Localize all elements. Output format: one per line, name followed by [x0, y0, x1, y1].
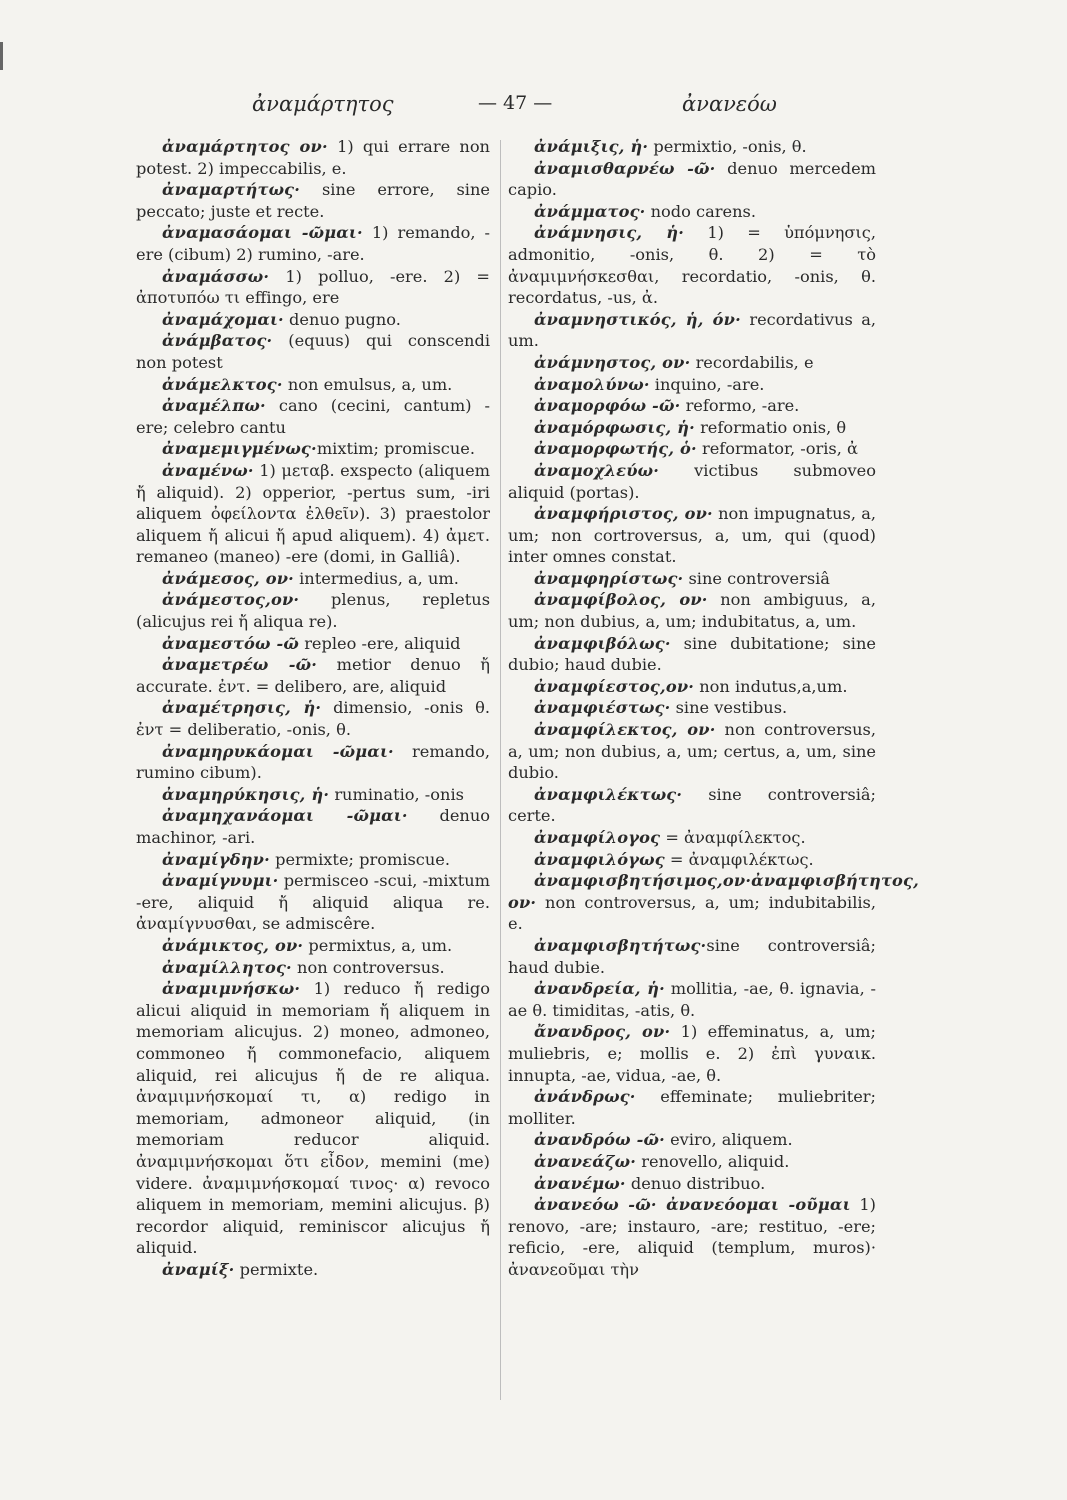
entry-definition: dimensio, -onis θ. ἐντ = deliberatio, -onis, θ. [136, 698, 490, 740]
entry-headword: ἀναμίγνυμι· [162, 871, 279, 891]
entry-definition: = ἀναμφίλεκτος. [660, 828, 806, 847]
entry-headword: ἀναμάρτητος ον· [162, 137, 328, 156]
dictionary-entry [136, 136, 490, 179]
right-column [508, 136, 919, 1280]
dictionary-entry [136, 978, 490, 1259]
dictionary-entry [508, 1194, 876, 1280]
dictionary-entry [508, 827, 876, 849]
dictionary-entry [136, 784, 490, 806]
entry-headword: ἀναμόρφωσις, ἡ· [534, 417, 695, 437]
dictionary-entry [136, 309, 490, 331]
entry-headword: ἀνάμεσος, ον· [162, 568, 294, 588]
entry-definition: 1) reduco ἤ redigo alicui aliquid in memoriam ἤ aliquem in memoriam alicujus. 2) moneo, admoneo, commoneo ἤ commonefacio, aliquem aliquid, rei alicujus ἤ de re aliqua. ἀναμιμνήσκομαί τι, α) redigo in memoriam, admoneor aliquid, (in memoriam reducor aliquid. ἀναμιμνήσκομαι ὅτι εἶδον, memini (me) videre. ἀναμιμνήσκομαί τινος· α) revoco aliquem in memoriam, memini alicujus. β) recordor aliquid, reminiscor alicujus ἤ aliquid. [136, 979, 490, 1258]
entry-headword: ἀναμασάομαι -ῶμαι· [162, 223, 363, 243]
entry-definition: remando, rumino cibum). [136, 741, 490, 783]
dictionary-entry [508, 784, 876, 827]
entry-headword: ἀναμέτρησις, ἡ· [162, 698, 322, 718]
entry-headword: ἀναμφίβολος, ον· [534, 590, 708, 610]
dictionary-entry [508, 417, 876, 439]
entry-definition: nodo carens. [645, 201, 756, 221]
entry-definition: 1) effeminatus, a, um; muliebris, e; mollis e. 2) ἐπὶ γυναικ. innupta, -ae, vidua, -ae, θ. [508, 1022, 876, 1085]
dictionary-entry [136, 870, 490, 935]
dictionary-entry [136, 460, 490, 568]
dictionary-entry [508, 849, 876, 871]
entry-definition: recordabilis, e [690, 352, 814, 372]
entry-headword: ἀναμοχλεύω· [534, 460, 660, 480]
entry-headword: ἀναμίξ· [162, 1259, 235, 1279]
left-column [136, 136, 490, 1280]
dictionary-entry [508, 1129, 876, 1151]
entry-definition: sine dubitatione; sine dubio; haud dubie. [508, 633, 876, 675]
entry-headword: ἀνανδρόω -ῶ· [534, 1130, 665, 1150]
dictionary-entry [508, 633, 876, 676]
entry-definition: non emulsus, a, um. [282, 374, 453, 394]
dictionary-entry [508, 352, 876, 374]
entry-headword: ἀνάμικτος, ον· [162, 935, 304, 955]
header-left-guideword: ἀναμάρτητος [252, 92, 394, 116]
dictionary-entry [136, 741, 490, 784]
header-right-guideword: ἀνανεόω [682, 92, 777, 116]
entry-definition: 1) = ὑπόμνησις, admonitio, -onis, θ. 2) = τὸ ἀναμιμνήσκεσθαι, recordatio, -onis, θ. recordatus, -us, ἀ. [508, 223, 876, 308]
dictionary-entry [508, 460, 876, 503]
entry-definition: 1) renovo, -are; instauro, -are; restituo, -ere; reficio, -ere, aliquid (templum, muros)· ἀνανεοῦμαι τὴν [508, 1195, 876, 1279]
dictionary-entry [508, 136, 876, 158]
entry-headword: ἀναμετρέω -ῶ· [162, 655, 318, 675]
entry-definition: permixte; promiscue. [269, 849, 451, 869]
entry-definition: denuo pugno. [283, 309, 401, 329]
entry-headword: ἀνανεάζω· [534, 1151, 637, 1171]
entry-headword: ἀναμέλπω· [162, 396, 266, 416]
entry-headword: ἄνανδρος, ον· [534, 1022, 671, 1042]
entry-headword: ἀναμφιβόλως· [534, 633, 671, 653]
dictionary-entry [136, 805, 490, 848]
entry-definition: non controversus, a, um; non dubius, a, um; certus, a, um, sine dubio. [508, 720, 876, 783]
entry-headword: ἀναμεστόω -ῶ [162, 633, 300, 653]
entry-headword: ἀναμισθαρνέω -ῶ· [534, 158, 716, 178]
entry-headword: ἀναμορφωτής, ὁ· [534, 439, 697, 459]
entry-headword: ἀναμίλλητος· [162, 957, 292, 977]
entry-definition: non controversus, a, um; indubitabilis, e. [508, 892, 876, 934]
entry-headword: ἀνάμματος· [534, 201, 646, 221]
dictionary-entry [136, 438, 490, 460]
entry-definition: non impugnatus, a, um; non cortroversus, a, um, qui (quod) inter omnes constat. [508, 504, 876, 567]
entry-headword: ἀνάνδρως· [534, 1087, 636, 1107]
dictionary-entry [136, 330, 490, 373]
dictionary-entry [508, 719, 876, 784]
dictionary-entry [508, 589, 876, 632]
entry-definition: 1) μεταβ. exspecto (aliquem ἤ aliquid). 2) opperior, -pertus sum, -iri aliquem ὀφείλοντα ἐλθεῖν). 3) praestolor aliquem ἤ alicui ἤ apud aliquem). 4) ἀμετ. remaneo (maneo) -ere (domi, in Galliâ). [136, 460, 490, 567]
dictionary-entry [508, 978, 876, 1021]
entry-headword: ἀνάμελκτος· [162, 374, 283, 394]
entry-definition: mixtim; promiscue. [316, 439, 476, 459]
entry-definition: recordativus a, um. [508, 309, 877, 351]
entry-definition: eviro, aliquem. [664, 1130, 793, 1150]
entry-headword: ἀναμφισβητήσιμος,ον·ἀναμφισβήτητος, ον· [508, 871, 919, 912]
entry-headword: ἀναμιμνήσκω· [162, 979, 301, 999]
entry-definition: (equus) qui conscendi non potest [136, 331, 490, 372]
entry-headword: ἀναμφήριστος, ον· [534, 504, 713, 524]
entry-headword: ἀναμίγδην· [162, 849, 270, 869]
page-edge-mark [0, 42, 3, 70]
entry-headword: ἀνάμνηστος, ον· [534, 352, 691, 372]
entry-definition: sine errore, sine peccato; juste et recte. [136, 180, 490, 221]
entry-definition: denuo distribuo. [625, 1173, 766, 1193]
entry-definition: denuo machinor, -ari. [136, 806, 490, 847]
dictionary-entry [136, 849, 490, 871]
dictionary-entry [136, 654, 490, 697]
dictionary-entry [508, 1173, 876, 1195]
entry-definition: non indutus,a,um. [694, 676, 848, 696]
entry-headword: ἀναμφισβητήτως· [534, 935, 707, 955]
entry-definition: effeminate; muliebriter; molliter. [508, 1087, 876, 1128]
entry-headword: ἀνανεόω -ῶ· ἀνανεόομαι -οῦμαι [534, 1195, 851, 1215]
dictionary-entry [136, 589, 490, 632]
dictionary-entry [136, 935, 490, 957]
entry-definition: 1) remando, -ere (cibum) 2) rumino, -are. [136, 223, 490, 264]
dictionary-entry [136, 395, 490, 438]
entry-headword: ἀναμηρύκησις, ἡ· [162, 784, 330, 804]
entry-definition: inquino, -are. [649, 374, 765, 394]
entry-headword: ἀναμφίλογος [534, 828, 661, 847]
entry-headword: ἀναμφιλόγως [534, 849, 665, 869]
dictionary-entry [136, 1259, 490, 1281]
entry-definition: reformo, -are. [680, 396, 800, 416]
entry-headword: ἀναμάσσω· [162, 266, 270, 286]
dictionary-entry [508, 395, 876, 417]
entry-headword: ἀνανδρεία, ἡ· [534, 979, 665, 999]
entry-headword: ἀναμάχομαι· [162, 309, 284, 329]
entry-definition: sine controversiâ; certe. [508, 784, 876, 826]
entry-definition: permixtus, a, um. [303, 935, 453, 955]
dictionary-entry [508, 697, 876, 719]
entry-definition: permixtio, -onis, θ. [648, 137, 807, 156]
entry-headword: ἀνάμιξις, ἡ· [534, 137, 649, 156]
page-number: — 47 — [478, 92, 553, 114]
dictionary-entry [508, 935, 876, 978]
running-header [0, 92, 1067, 132]
dictionary-entry [508, 1021, 876, 1086]
entry-headword: ἀναμεμιγμένως· [162, 439, 317, 459]
entry-headword: ἀναμφιλέκτως· [534, 784, 683, 804]
dictionary-entry [136, 374, 490, 396]
entry-headword: ἀναμφίεστος,ον· [534, 676, 695, 696]
entry-definition: sine vestibus. [670, 698, 788, 718]
entry-definition: reformatio onis, θ [694, 417, 847, 437]
entry-definition: intermedius, a, um. [293, 568, 459, 588]
entry-headword: ἀναμνηστικός, ἡ, όν· [534, 309, 741, 329]
dictionary-entry [508, 158, 876, 201]
entry-definition: reformator, -oris, ἀ [696, 439, 858, 459]
entry-headword: ἀναμφηρίστως· [534, 568, 684, 588]
dictionary-entry [508, 309, 876, 352]
entry-definition: repleo -ere, aliquid [299, 633, 461, 653]
dictionary-entry [508, 222, 876, 308]
dictionary-entry [136, 957, 490, 979]
entry-definition: non ambiguus, a, um; non dubius, a, um; indubitatus, a, um. [508, 590, 876, 632]
dictionary-entry [508, 201, 876, 223]
entry-definition: = ἀναμφιλέκτως. [664, 849, 814, 869]
dictionary-entry [136, 266, 490, 309]
entry-definition: victibus submoveo aliquid (portas). [508, 460, 876, 502]
entry-headword: ἀναμηρυκάομαι -ῶμαι· [162, 741, 394, 761]
entry-definition: permisceo -scui, -mixtum -ere, aliquid ἤ aliquid aliqua re. ἀναμίγνυσθαι, se admiscêre. [136, 871, 490, 934]
dictionary-entry [508, 1086, 876, 1129]
entry-headword: ἀνάμεστος,ον· [162, 590, 300, 610]
dictionary-entry [508, 438, 876, 460]
entry-headword: ἀναμένω· [162, 460, 254, 480]
dictionary-entry [508, 870, 919, 935]
entry-definition: 1) polluo, -ere. 2) = ἀποτυπόω τι effingo, ere [136, 266, 490, 308]
dictionary-entry [136, 697, 490, 740]
entry-definition: renovello, aliquid. [636, 1151, 790, 1171]
entry-headword: ἀναμφίλεκτος, ον· [534, 720, 716, 740]
dictionary-entry [136, 222, 490, 265]
entry-headword: ἀναμορφόω -ῶ· [534, 396, 681, 416]
entry-definition: sine controversiâ; haud dubie. [508, 935, 876, 977]
entry-definition: plenus, repletus (alicujus rei ἤ aliqua re). [136, 590, 490, 632]
entry-headword: ἀνάμνησις, ἡ· [534, 223, 685, 243]
entry-definition: mollitia, -ae, θ. ignavia, -ae θ. timiditas, -atis, θ. [508, 979, 876, 1020]
entry-headword: ἀναμαρτήτως· [162, 180, 301, 200]
entry-definition: cano (cecini, cantum) -ere; celebro cantu [136, 396, 490, 437]
entry-headword: ἀνανέμω· [534, 1173, 626, 1193]
entry-headword: ἀναμηχανάομαι -ῶμαι· [162, 806, 408, 826]
dictionary-entry [508, 503, 876, 568]
entry-definition: ruminatio, -onis [329, 784, 464, 804]
dictionary-entry [508, 1151, 876, 1173]
entry-definition: metior denuo ἤ accurate. ἐντ. = delibero, are, aliquid [136, 655, 490, 696]
dictionary-entry [508, 676, 876, 698]
entry-definition: 1) qui errare non potest. 2) impeccabilis, e. [136, 137, 490, 178]
entry-definition: permixte. [234, 1259, 319, 1279]
entry-definition: denuo mercedem capio. [508, 158, 876, 200]
column-divider [500, 140, 501, 1400]
entry-definition: sine controversiâ [683, 568, 830, 588]
dictionary-entry [136, 633, 490, 655]
entry-definition: non controversus. [291, 957, 445, 977]
entry-headword: ἀνάμβατος· [162, 331, 273, 351]
dictionary-entry [508, 568, 876, 590]
entry-headword: ἀναμφιέστως· [534, 698, 671, 718]
entry-headword: ἀναμολύνω· [534, 374, 650, 394]
dictionary-entry [136, 568, 490, 590]
dictionary-entry [136, 179, 490, 222]
dictionary-entry [508, 374, 876, 396]
